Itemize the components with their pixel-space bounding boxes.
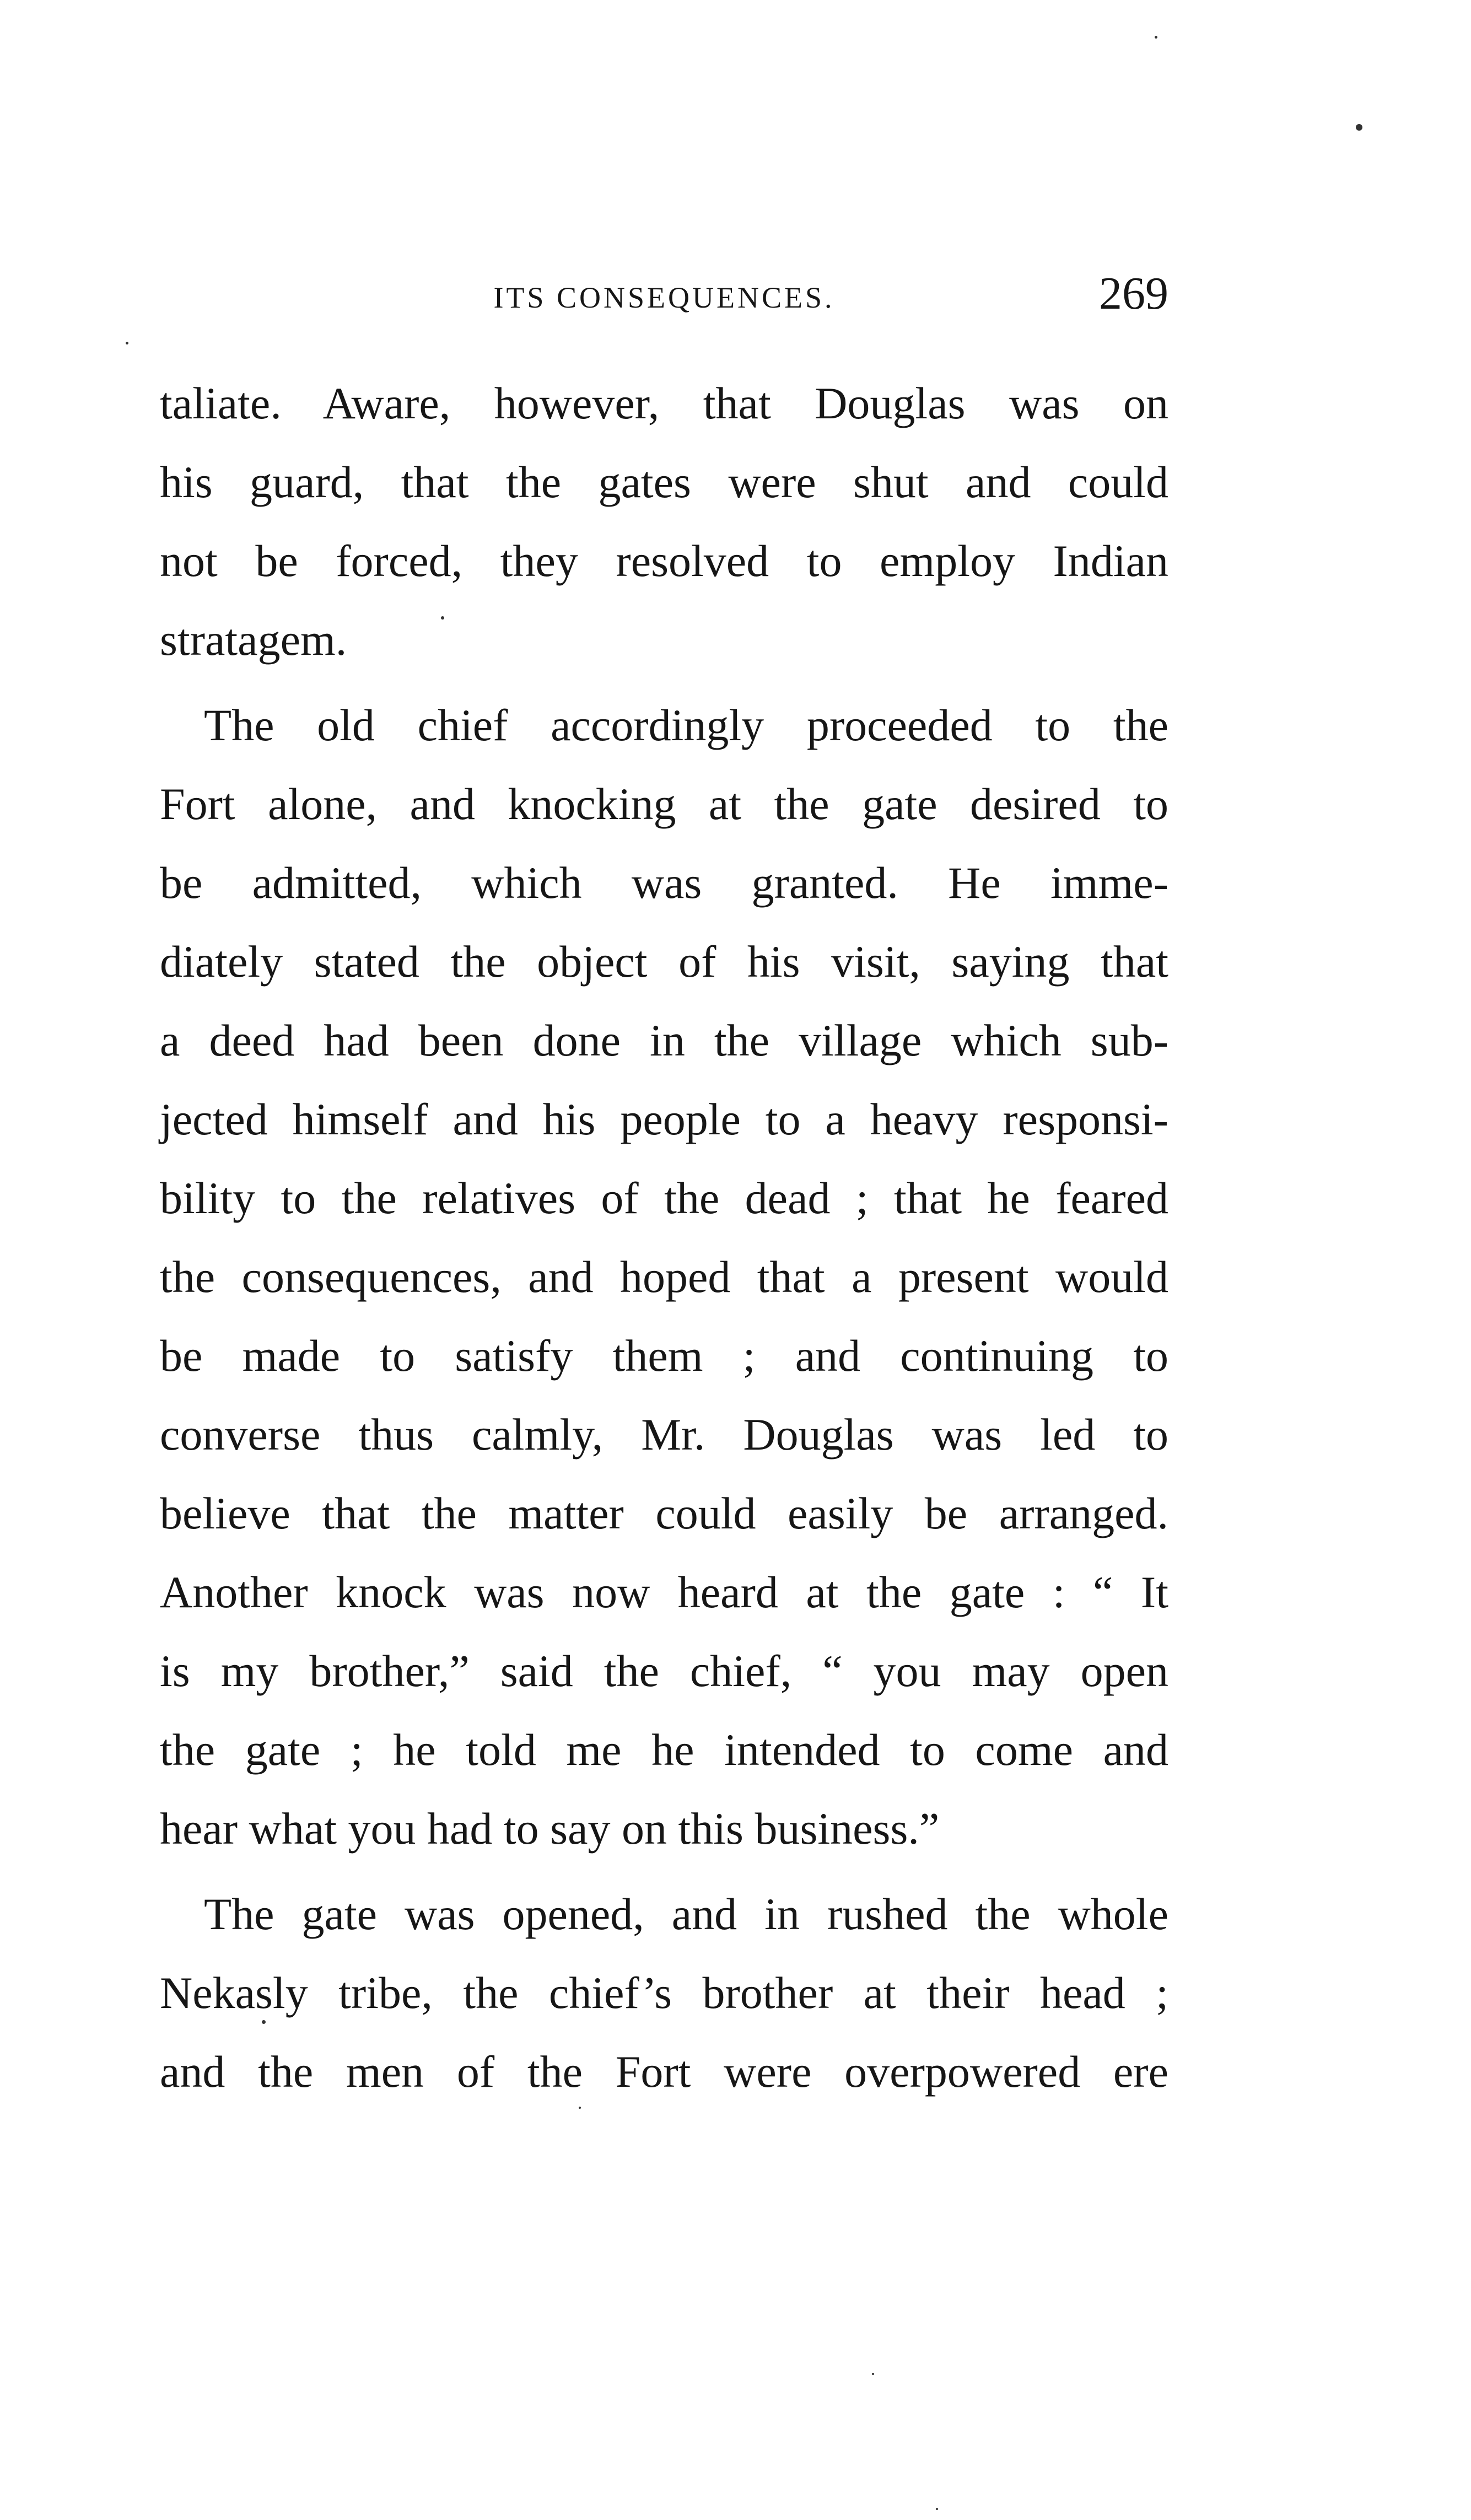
running-title: ITS CONSEQUENCES. bbox=[493, 281, 835, 314]
scan-speck bbox=[872, 2373, 874, 2375]
text-line: converse thus calmly, Mr. Douglas was led to bbox=[160, 1409, 1168, 1460]
running-head bbox=[160, 263, 1168, 330]
text-line: the gate ; he told me he intended to come and bbox=[160, 1725, 1168, 1775]
paragraph-2 bbox=[160, 686, 1168, 1868]
text-line: his guard, that the gates were shut and could bbox=[160, 457, 1168, 507]
text-line: Fort alone, and knocking at the gate desired to bbox=[160, 779, 1168, 829]
paragraph-3 bbox=[160, 1875, 1168, 2111]
scan-speck bbox=[1155, 36, 1157, 39]
text-line: The old chief accordingly proceeded to the bbox=[204, 700, 1168, 750]
text-line: stratagem. bbox=[160, 615, 347, 665]
text-line: bility to the relatives of the dead ; that he feared bbox=[160, 1173, 1168, 1223]
text-line: not be forced, they resolved to employ Indian bbox=[160, 536, 1168, 586]
text-line: taliate. Aware, however, that Douglas was on bbox=[160, 378, 1168, 428]
text-line: hear what you had to say on this business.” bbox=[160, 1803, 940, 1854]
text-line: and the men of the Fort were overpowered ere bbox=[160, 2047, 1168, 2097]
text-line: Another knock was now heard at the gate : “ It bbox=[160, 1567, 1168, 1617]
text-line: is my brother,” said the chief, “ you may open bbox=[160, 1646, 1168, 1696]
scan-speck bbox=[1356, 124, 1362, 131]
paragraph-1 bbox=[160, 364, 1168, 679]
scan-speck bbox=[441, 616, 444, 620]
text-line: be made to satisfy them ; and continuing to bbox=[160, 1331, 1168, 1381]
text-line: the consequences, and hoped that a present would bbox=[160, 1252, 1168, 1302]
body-text bbox=[160, 364, 1168, 2118]
scan-speck bbox=[936, 2508, 938, 2510]
text-line: jected himself and his people to a heavy responsi- bbox=[160, 1094, 1168, 1144]
scan-speck bbox=[262, 2020, 266, 2024]
page-number: 269 bbox=[1099, 268, 1168, 319]
text-line: be admitted, which was granted. He imme- bbox=[160, 858, 1168, 908]
text-line: The gate was opened, and in rushed the whole bbox=[204, 1889, 1168, 1939]
scan-speck bbox=[126, 342, 128, 344]
scan-speck bbox=[579, 2107, 581, 2109]
text-line: diately stated the object of his visit, saying that bbox=[160, 936, 1168, 987]
text-line: Nekasly tribe, the chief’s brother at their head ; bbox=[160, 1968, 1168, 2018]
text-line: a deed had been done in the village which sub- bbox=[160, 1015, 1168, 1065]
text-line: believe that the matter could easily be arranged. bbox=[160, 1488, 1168, 1538]
